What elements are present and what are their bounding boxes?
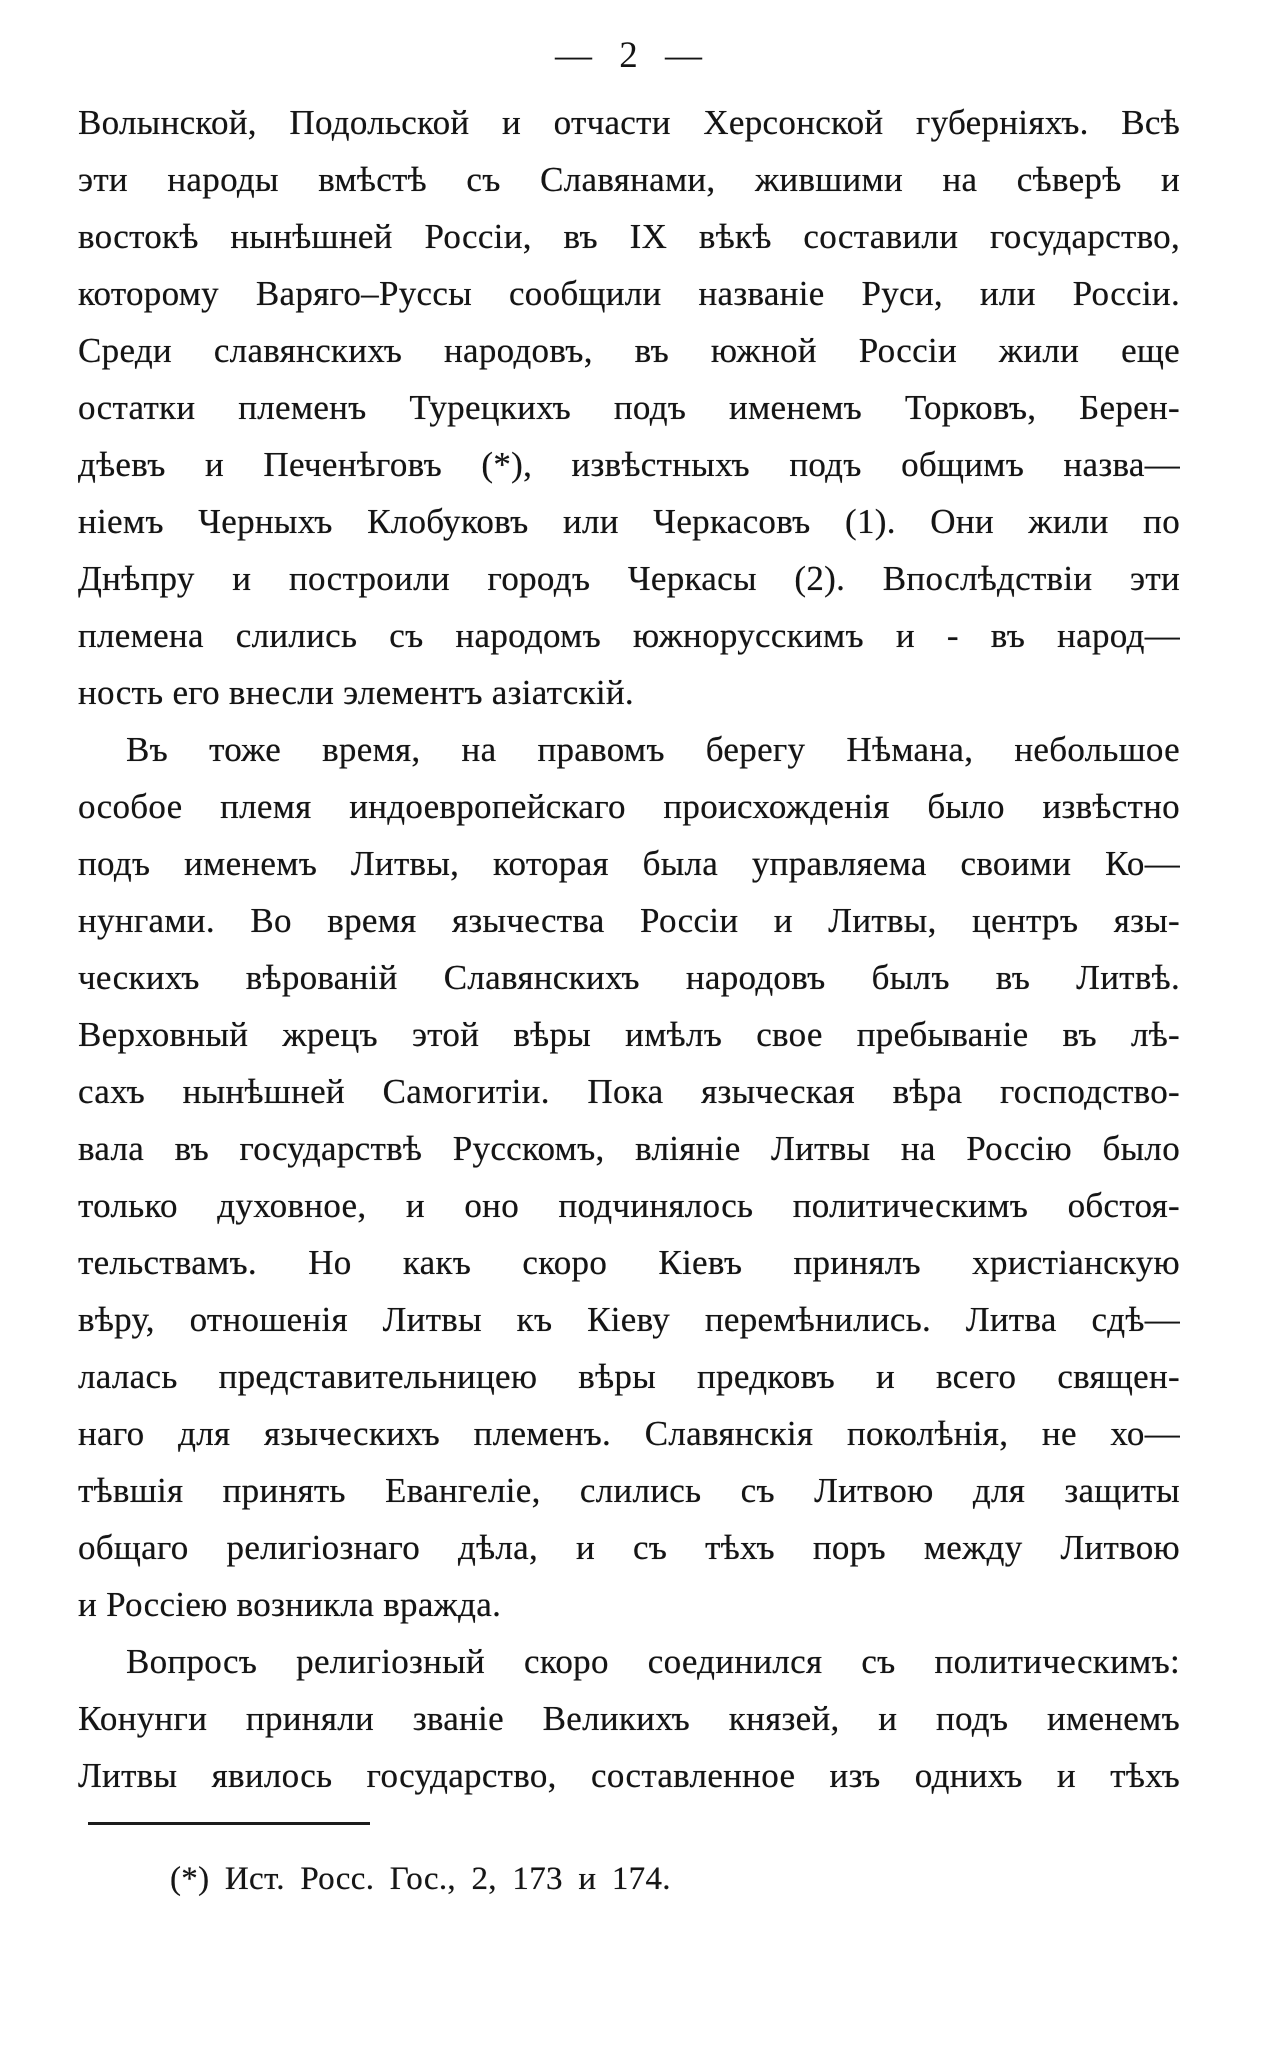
text-line: подъ именемъ Литвы, которая была управляема своими Ко— — [78, 844, 1180, 883]
text-line: Конунги приняли званіе Великихъ князей, и подъ именемъ — [78, 1699, 1180, 1738]
page-number: — 2 — — [555, 35, 703, 76]
text-line: эти народы вмѣстѣ съ Славянами, жившими на сѣверѣ и — [78, 160, 1180, 199]
text-block — [78, 94, 1180, 1804]
text-line: ніемъ Черныхъ Клобуковъ или Черкасовъ (1). Они жили по — [78, 502, 1180, 541]
paragraph — [78, 721, 1180, 1633]
text-line: наго для языческихъ племенъ. Славянскія поколѣнія, не хо— — [78, 1414, 1180, 1453]
text-line: сахъ нынѣшней Самогитіи. Пока языческая вѣра господство- — [78, 1072, 1180, 1111]
text-line: Литвы явилось государство, составленное изъ однихъ и тѣхъ — [78, 1756, 1180, 1795]
text-line: общаго религіознаго дѣла, и съ тѣхъ поръ между Литвою — [78, 1528, 1180, 1567]
text-line: Вопросъ религіозный скоро соединился съ политическимъ: — [126, 1642, 1180, 1681]
text-line: дѣевъ и Печенѣговъ (*), извѣстныхъ подъ общимъ назва— — [78, 445, 1180, 484]
text-line: вала въ государствѣ Русскомъ, вліяніе Литвы на Россію было — [78, 1129, 1180, 1168]
text-line: Волынской, Подольской и отчасти Херсонской губерніяхъ. Всѣ — [78, 103, 1180, 142]
text-line: ческихъ вѣрованій Славянскихъ народовъ былъ въ Литвѣ. — [78, 958, 1180, 997]
text-line: востокѣ нынѣшней Россіи, въ IX вѣкѣ составили государство, — [78, 217, 1180, 256]
footnote-text: (*) Ист. Росс. Гос., 2, 173 и 174. — [170, 1861, 671, 1897]
text-line: ность его внесли элементъ азіатскій. — [78, 673, 634, 712]
paragraph — [78, 94, 1180, 721]
text-line: особое племя индоевропейскаго происхожденія было извѣстно — [78, 787, 1180, 826]
text-line: тельствамъ. Но какъ скоро Кіевъ принялъ христіанскую — [78, 1243, 1180, 1282]
text-line: которому Варяго–Руссы сообщили названіе Руси, или Россіи. — [78, 274, 1180, 313]
text-line: вѣру, отношенія Литвы къ Кіеву перемѣнились. Литва сдѣ— — [78, 1300, 1180, 1339]
text-line: только духовное, и оно подчинялось политическимъ обстоя- — [78, 1186, 1180, 1225]
text-line: племена слились съ народомъ южнорусскимъ и - въ народ— — [78, 616, 1180, 655]
footnote-separator — [88, 1822, 370, 1825]
text-line: нунгами. Во время язычества Россіи и Литвы, центръ язы- — [78, 901, 1180, 940]
text-line: лалась представительницею вѣры предковъ и всего священ- — [78, 1357, 1180, 1396]
text-line: Въ тоже время, на правомъ берегу Нѣмана, небольшое — [126, 730, 1180, 769]
text-line: остатки племенъ Турецкихъ подъ именемъ Торковъ, Берен- — [78, 388, 1180, 427]
paragraph — [78, 1633, 1180, 1804]
text-line: Днѣпру и построили городъ Черкасы (2). Впослѣдствіи эти — [78, 559, 1180, 598]
text-line: Среди славянскихъ народовъ, въ южной Россіи жили еще — [78, 331, 1180, 370]
text-line: Верховный жрецъ этой вѣры имѣлъ свое пребываніе въ лѣ- — [78, 1015, 1180, 1054]
text-line: тѣвшія принять Евангеліе, слились съ Литвою для защиты — [78, 1471, 1180, 1510]
text-line: и Россіею возникла вражда. — [78, 1585, 502, 1624]
